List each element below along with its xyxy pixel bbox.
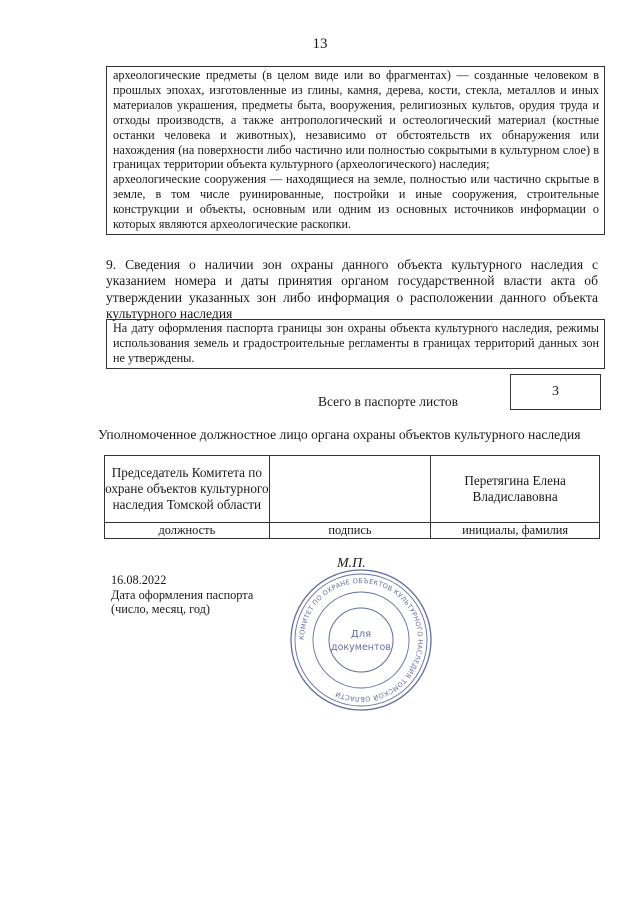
stamp-center-line-2: документов [331, 642, 391, 653]
issue-date-label: Дата оформления паспорта [111, 587, 254, 602]
section-9-heading: 9. Сведения о наличии зон охраны данного объекта культурного наследия с указанием номера и даты принятия органом государственной власти акта об утверждении указанных зон либо информация о расположении данного объекта культурного наследия [106, 257, 598, 322]
signature-table [104, 455, 600, 539]
position-cell: Председатель Комитета по охране объектов культурного наследия Томской области [105, 456, 270, 523]
total-sheets-label: Всего в паспорте листов [318, 394, 459, 409]
stamp-ring-text: КОМИТЕТ ПО ОХРАНЕ ОБЪЕКТОВ КУЛЬТУРНОГО НАСЛЕДИЯ ТОМСКОЙ ОБЛАСТИ [297, 576, 425, 704]
stamp-center-line-1: Для [350, 629, 372, 640]
official-stamp [286, 565, 436, 715]
issue-date-block [111, 573, 253, 617]
archaeological-items-paragraph: археологические предметы (в целом виде или во фрагментах) — созданные человеком в прошлых эпохах, изготовленные из глины, камня, дерева, кости, стекла, металлов и иных материалов украшения, предметы быта, вооружения, религиозных культов, орудия труда и отходы производств, а также антропологический и остеологический материал (костные останки человека и животных), независимо от обстоятельств их обнаружения или нахождения (на поверхности либо частично или полностью сокрытыми в культурном слое) в границах территории объекта культурного (археологического) наследия; [113, 68, 599, 172]
position-caption: должность [105, 523, 270, 539]
issue-date-hint: (число, месяц, год) [111, 602, 211, 616]
name-cell: Перетягина Елена Владиславовна [431, 456, 600, 523]
signature-table-main-row [105, 456, 600, 523]
seal-place-label: М.П. [337, 556, 366, 571]
page-number: 13 [312, 36, 328, 52]
signature-cell [269, 456, 431, 523]
signature-caption: подпись [269, 523, 431, 539]
authorized-official-title: Уполномоченное должностное лицо органа охраны объектов культурного наследия [98, 427, 581, 442]
protection-zones-box: На дату оформления паспорта границы зон охраны объекта культурного наследия, режимы использования земель и градостроительные регламенты в границах территорий данных зон не утверждены. [106, 319, 605, 369]
total-sheets-value: 3 [510, 374, 601, 410]
archaeological-structures-paragraph: археологические сооружения — находящиеся на земле, полностью или частично скрытые в земле, в том числе руинированные, постройки и иные сооружения, строительные конструкции и объекты, основным или одним из основных источников информации о которых являются археологические раскопки. [113, 172, 599, 232]
signature-table-caption-row [105, 523, 600, 539]
svg-text:КОМИТЕТ ПО ОХРАНЕ ОБЪЕКТОВ КУЛ [298, 577, 424, 703]
name-caption: инициалы, фамилия [431, 523, 600, 539]
issue-date: 16.08.2022 [111, 573, 167, 587]
archaeology-definitions-box [106, 66, 605, 235]
